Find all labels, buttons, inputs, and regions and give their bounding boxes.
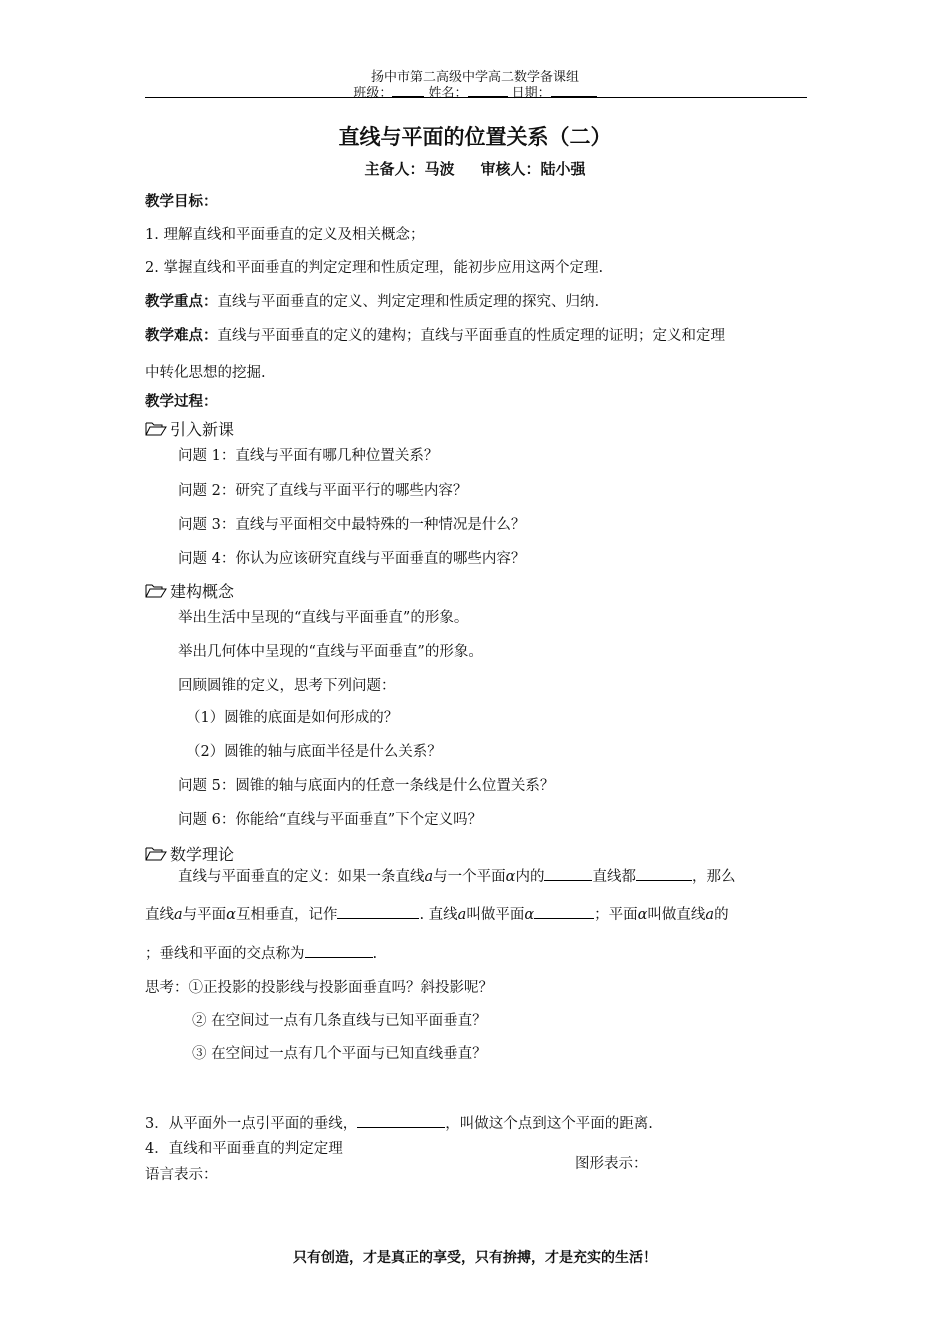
- footer-motto: 只有创造，才是真正的享受，只有拚搏，才是充实的生活！: [293, 1250, 657, 1266]
- fill-blank[interactable]: [544, 866, 592, 881]
- concept-line-3: 回顾圆锥的定义，思考下列问题：: [178, 678, 396, 694]
- folder-icon: [145, 583, 167, 598]
- key-points: [145, 290, 599, 311]
- question-3: 问题 3：直线与平面相交中最特殊的一种情况是什么？: [178, 517, 526, 533]
- fill-blank[interactable]: [357, 1113, 445, 1128]
- folder-icon: [145, 421, 167, 436]
- item-3: 3．从平面外一点引平面的垂线， ，叫做这个点到这个平面的距离.: [145, 1112, 653, 1133]
- section-concept-heading: [145, 579, 234, 602]
- class-blank: [392, 85, 424, 97]
- difficulties: [145, 324, 725, 345]
- question-5: 问题 5：圆锥的轴与底面内的任意一条线是什么位置关系？: [178, 778, 555, 794]
- figure-label: 图形表示：: [575, 1156, 648, 1172]
- fill-blank[interactable]: [534, 904, 594, 919]
- definition-line-3: ；垂线和平面的交点称为 .: [145, 942, 377, 963]
- header-rule: [145, 97, 807, 98]
- objectives-heading: 教学目标：: [145, 193, 218, 210]
- section-concept-title: 建构概念: [170, 582, 235, 601]
- section-intro-title: 引入新课: [170, 420, 235, 439]
- objective-2: 2. 掌握直线和平面垂直的判定定理和性质定理，能初步应用这两个定理.: [145, 260, 604, 276]
- difficulties-text-1: 直线与平面垂直的定义的建构；直线与平面垂直的性质定理的证明；定义和定理: [217, 328, 725, 344]
- section-theory-title: 数学理论: [170, 845, 235, 864]
- process-heading: 教学过程：: [145, 393, 218, 410]
- item-4: 4．直线和平面垂直的判定定理: [145, 1141, 343, 1157]
- concept-sub-2: （2）圆锥的轴与底面半径是什么关系？: [186, 744, 442, 760]
- school-header: 扬中市第二高级中学高二数学备课组: [370, 70, 579, 85]
- difficulties-text-2: 中转化思想的挖掘.: [145, 365, 266, 381]
- question-1: 问题 1：直线与平面有哪几种位置关系？: [178, 448, 439, 464]
- section-intro-heading: [145, 417, 234, 440]
- language-label: 语言表示：: [145, 1167, 218, 1183]
- key-points-label: 教学重点：: [145, 293, 218, 310]
- name-blank: [468, 85, 508, 97]
- fill-blank[interactable]: [305, 943, 373, 958]
- question-4: 问题 4：你认为应该研究直线与平面垂直的哪些内容？: [178, 551, 526, 567]
- page-title: 直线与平面的位置关系（二）: [338, 125, 612, 149]
- fill-blank[interactable]: [636, 866, 692, 881]
- authors-line: [145, 158, 805, 179]
- think-line-2: ② 在空间过一点有几条直线与已知平面垂直？: [192, 1013, 487, 1029]
- concept-sub-1: （1）圆锥的底面是如何形成的？: [186, 710, 399, 726]
- think-label: 思考：: [145, 980, 189, 996]
- section-theory-heading: [145, 842, 234, 865]
- question-2: 问题 2：研究了直线与平面平行的哪些内容？: [178, 483, 468, 499]
- student-info-line: [145, 82, 805, 101]
- date-label: 日期：: [511, 86, 551, 101]
- definition-line-1: 直线与平面垂直的定义：如果一条直线a与一个平面α内的 直线都 ，那么: [178, 865, 735, 886]
- difficulties-label: 教学难点：: [145, 327, 218, 344]
- think-line-1: 思考：①正投影的投影线与投影面垂直吗？斜投影呢？: [145, 980, 493, 996]
- concept-line-2: 举出几何体中呈现的“直线与平面垂直”的形象。: [178, 644, 483, 660]
- concept-line-1: 举出生活中呈现的“直线与平面垂直”的形象。: [178, 610, 469, 626]
- reviewer: 审核人：陆小强: [480, 160, 586, 178]
- think-line-3: ③ 在空间过一点有几个平面与已知直线垂直？: [192, 1046, 487, 1062]
- name-label: 姓名：: [428, 86, 468, 101]
- preparer: 主备人：马波: [364, 160, 455, 178]
- date-blank: [551, 85, 597, 97]
- definition-line-2: 直线a与平面α互相垂直，记作 . 直线a叫做平面α ；平面α叫做直线a的: [145, 903, 729, 924]
- class-label: 班级：: [353, 86, 393, 101]
- key-points-text: 直线与平面垂直的定义、判定定理和性质定理的探究、归纳.: [217, 294, 600, 310]
- question-6: 问题 6：你能给“直线与平面垂直”下个定义吗？: [178, 812, 483, 828]
- fill-blank[interactable]: [337, 904, 419, 919]
- folder-icon: [145, 846, 167, 861]
- objective-1: 1. 理解直线和平面垂直的定义及相关概念；: [145, 227, 425, 243]
